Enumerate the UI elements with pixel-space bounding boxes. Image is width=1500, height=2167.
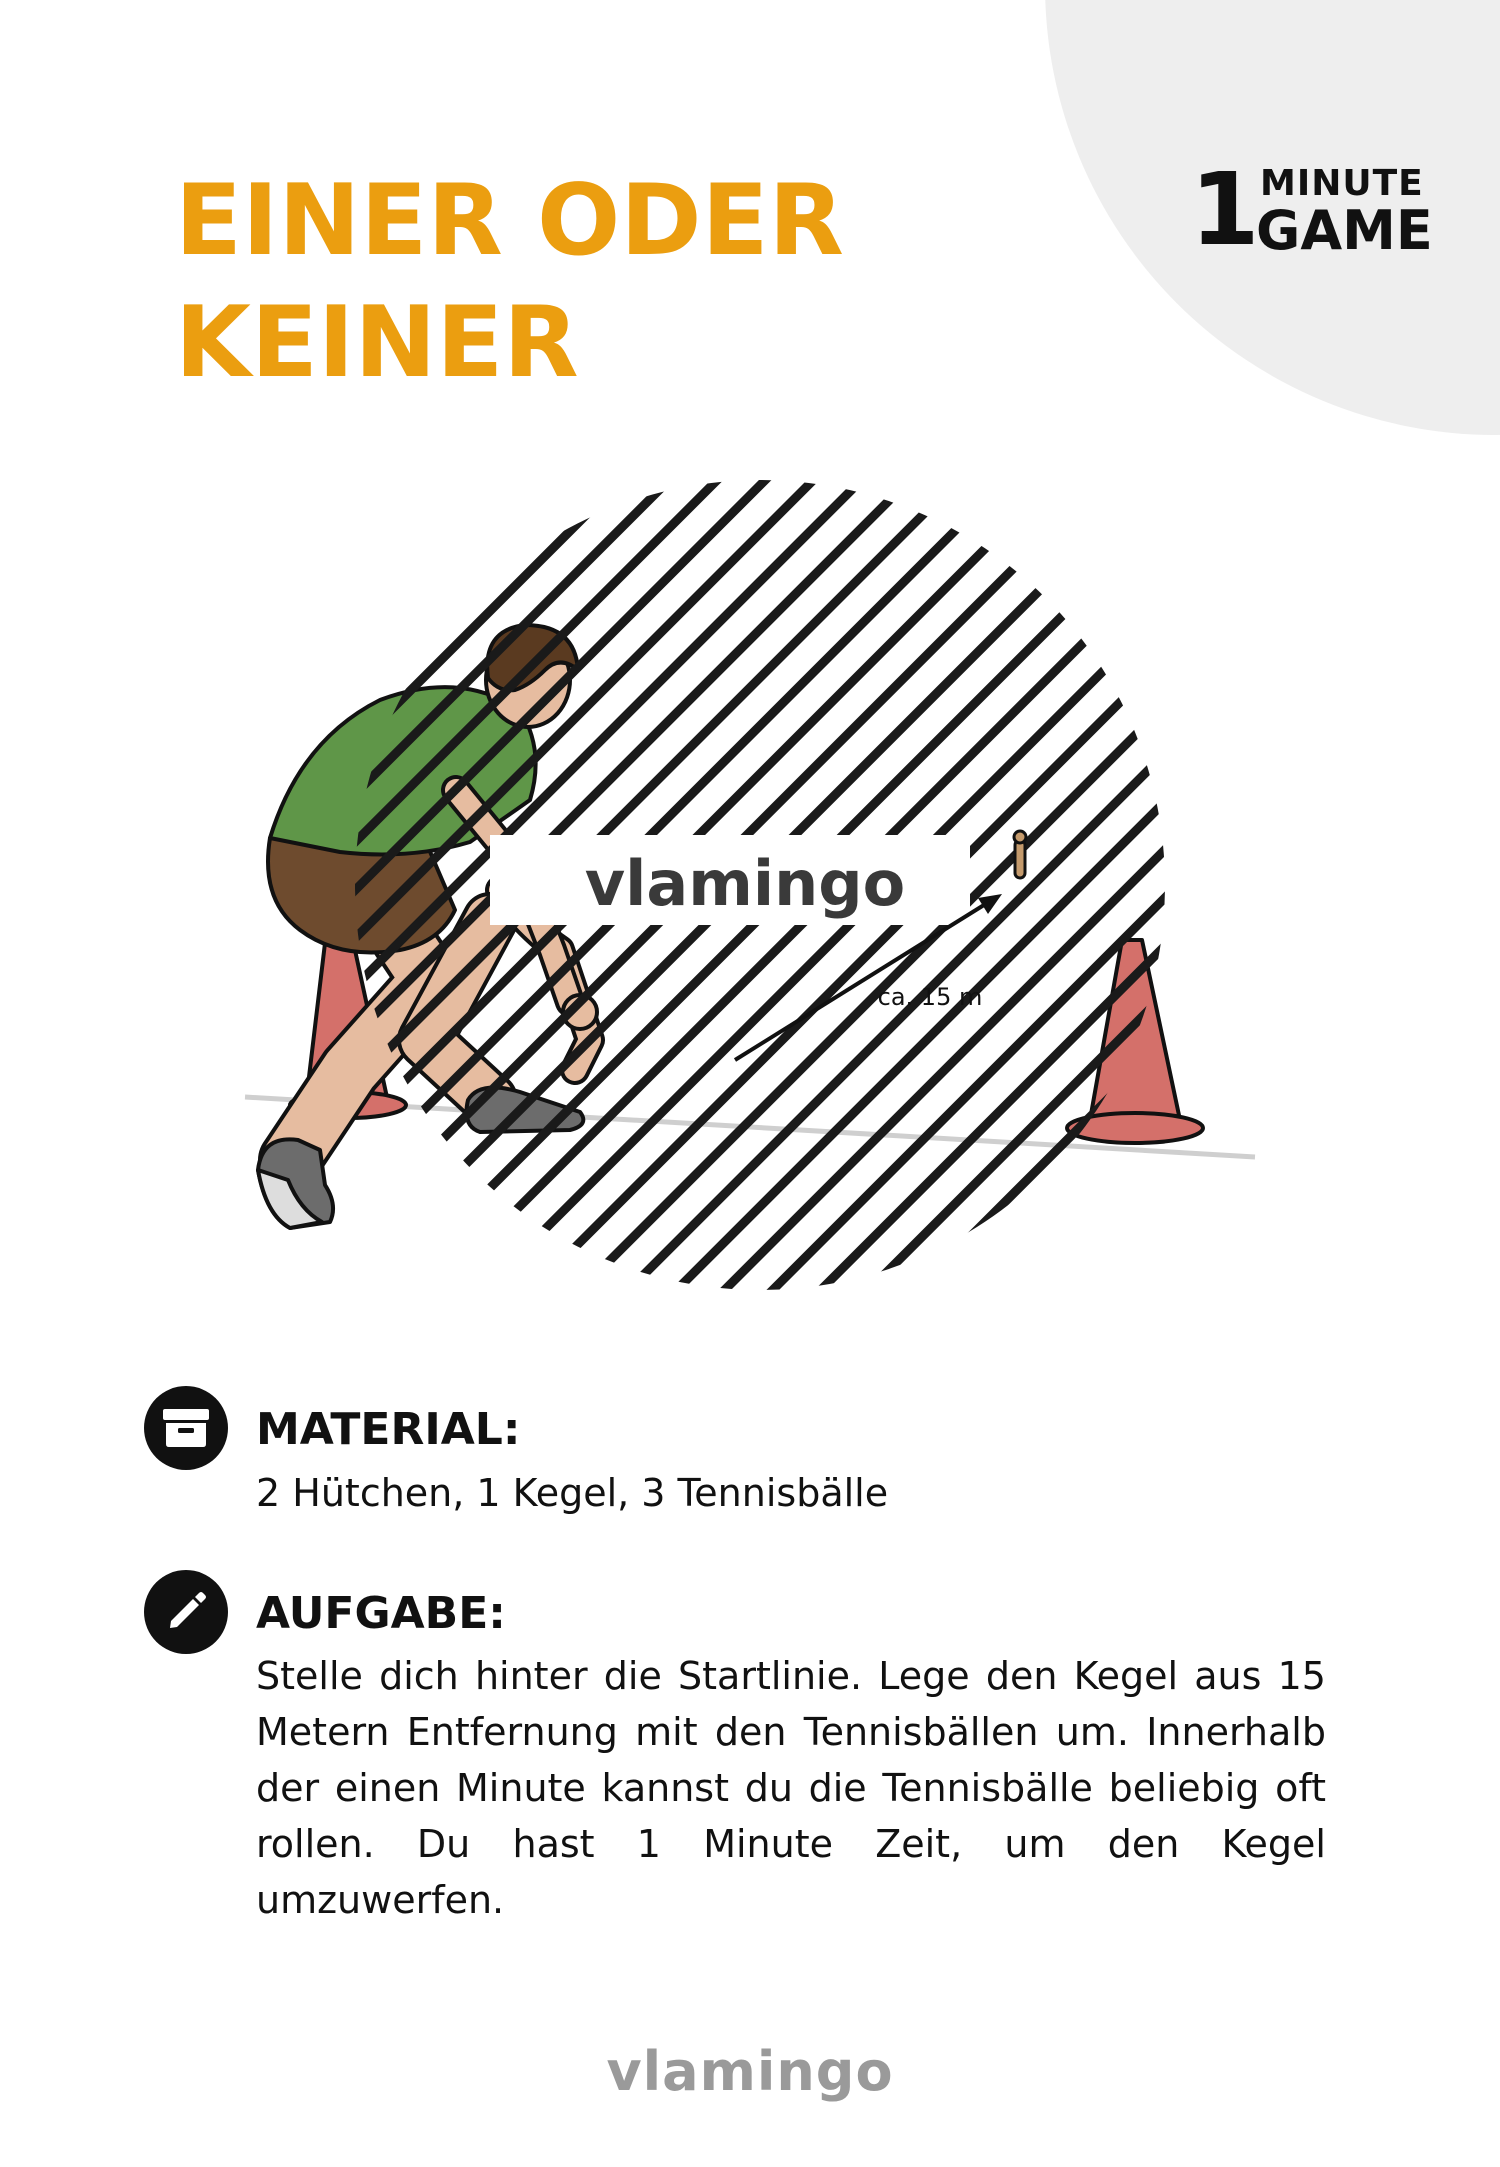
one-minute-game-badge	[1190, 151, 1433, 268]
title-line-2: KEINER	[175, 286, 579, 400]
watermark-logo: vlamingo	[584, 847, 906, 920]
aufgabe-heading: AUFGABE:	[256, 1588, 506, 1639]
badge-minute: MINUTE	[1260, 163, 1424, 204]
material-heading: MATERIAL:	[256, 1404, 521, 1455]
footer-logo: vlamingo	[606, 2040, 894, 2103]
distance-label: ca. 15 m	[877, 983, 983, 1011]
material-text: 2 Hütchen, 1 Kegel, 3 Tennisbälle	[256, 1471, 889, 1515]
page-title	[175, 160, 1075, 404]
skittle-icon	[1014, 831, 1026, 878]
badge-game: GAME	[1256, 199, 1433, 262]
badge-number: 1	[1190, 151, 1260, 268]
archive-box-icon	[144, 1386, 228, 1470]
pencil-icon	[144, 1570, 228, 1654]
title-line-1: EINER ODER	[175, 164, 845, 278]
exercise-illustration	[230, 480, 1280, 1320]
aufgabe-text: Stelle dich hinter die Startlinie. Lege den Kegel aus 15 Metern Entfernung mit den Tennisbällen um. Innerhalb der einen Minute kannst du die Tennisbälle beliebig oft rollen. Du hast 1 Minute Zeit, um den Kegel umzuwerfen.	[256, 1654, 1326, 1922]
